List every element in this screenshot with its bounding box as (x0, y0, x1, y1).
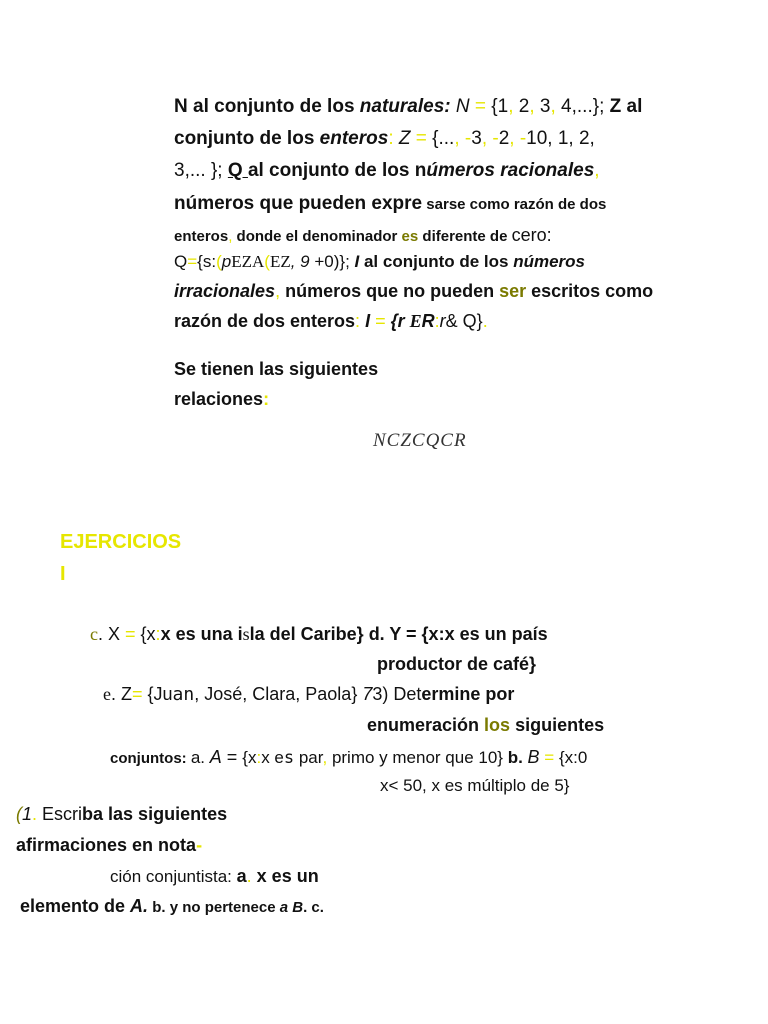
question-1-line-3 (110, 866, 319, 887)
text-run: & (445, 311, 458, 331)
text-run: enteros (319, 128, 389, 149)
text-run: b. y no pertenece (148, 899, 280, 916)
text-run: 3) Det (372, 684, 422, 704)
text-run: , (228, 228, 233, 245)
text-run: Q} (457, 311, 483, 331)
text-run: - (514, 128, 527, 149)
text-run: enumeración (367, 715, 485, 735)
text-run: al conjunto de los n (247, 160, 427, 181)
text-run: 3 (534, 96, 551, 117)
relations-formula (373, 430, 467, 452)
text-run: . (482, 311, 488, 331)
text-run: +0)}; (314, 252, 350, 271)
text-run: a. (190, 748, 210, 767)
text-run: NCZCQCR (373, 430, 467, 451)
text-run: razón de dos enteros (174, 311, 356, 331)
text-run: números (513, 252, 586, 271)
text-run: { (385, 311, 398, 331)
text-run: E (409, 311, 422, 331)
text-run: A. (130, 896, 149, 916)
definition-line-7 (174, 281, 653, 302)
text-run: los (484, 715, 511, 735)
text-run: {x (242, 748, 257, 767)
exercise-d-cont (377, 654, 536, 675)
text-run: I (360, 311, 376, 331)
text-run: 1 (22, 804, 33, 824)
text-run: x< 50, x es múltiplo de 5} (380, 776, 570, 795)
text-run: , (550, 96, 556, 117)
text-run: Q (174, 252, 188, 271)
text-run: {x (135, 624, 156, 644)
text-run: , (529, 96, 535, 117)
definition-line-6 (174, 252, 585, 272)
relations-intro (174, 359, 378, 380)
text-run: 7 (362, 684, 373, 704)
text-run: , (594, 160, 600, 181)
text-run: al conjunto de los (359, 252, 514, 271)
text-run: N (450, 96, 475, 117)
text-run: , (508, 96, 514, 117)
text-run: . (246, 866, 252, 886)
exercise-c (90, 624, 548, 645)
text-run: x e (261, 748, 284, 767)
text-run: : (263, 389, 270, 409)
text-run: ( (16, 804, 22, 824)
text-run: s (283, 748, 295, 768)
text-run: 10, 1, 2, (526, 128, 595, 149)
text-run: elemento de (20, 896, 131, 916)
text-run: , (509, 128, 515, 149)
text-run: : (388, 128, 394, 149)
text-run: - (196, 835, 203, 855)
text-run: {1 (486, 96, 509, 117)
text-run: - (459, 128, 472, 149)
text-run: conjuntos: (110, 750, 191, 767)
text-run: {Ju (142, 684, 173, 704)
text-run: . Z (111, 684, 132, 704)
text-run: Se tienen las siguientes (174, 359, 379, 379)
text-run: s (242, 624, 250, 644)
text-run: irracionales (174, 281, 276, 301)
text-run: , (275, 281, 281, 301)
question-1-line-2 (16, 835, 202, 856)
text-run: A (209, 747, 222, 767)
exercise-conjuntos (110, 747, 587, 768)
text-run: Escri (37, 804, 83, 824)
text-run: an (172, 684, 195, 705)
text-run: úmeros racionales (426, 160, 595, 181)
text-run: : (256, 748, 262, 767)
text-run: Z (393, 128, 416, 149)
text-run: relaciones (174, 389, 264, 409)
text-run: EZA (231, 252, 265, 271)
text-run: números que pueden expre (174, 193, 423, 214)
definition-line-3 (174, 160, 600, 182)
text-run: R (421, 311, 435, 331)
definition-line-1 (174, 96, 642, 118)
text-run: , (454, 128, 460, 149)
text-run: 4,...}; (555, 96, 610, 117)
text-run: p (221, 252, 232, 271)
text-run: d. Y = {x:x es un país (368, 624, 548, 644)
text-run: = (375, 311, 386, 331)
definition-line-4 (174, 193, 606, 215)
text-run: : (355, 311, 361, 331)
text-run: = (125, 624, 136, 644)
text-run: donde el denominador (232, 228, 402, 245)
exercises-subheading (60, 563, 66, 586)
text-run: ( (264, 252, 270, 271)
text-run: a B (279, 899, 304, 916)
text-run: = (132, 684, 143, 704)
text-run: sarse como razón de dos (422, 196, 607, 213)
text-run: ser (499, 281, 527, 301)
text-run: ermine por (421, 684, 515, 704)
text-run: afirmaciones en nota (16, 835, 197, 855)
text-run: par (294, 748, 323, 767)
definition-line-2 (174, 128, 595, 150)
text-run: Q (227, 160, 248, 181)
question-1-line-4 (20, 896, 324, 917)
text-run: cero: (511, 225, 552, 245)
text-run: conjunto de los (174, 128, 320, 149)
text-run: I (349, 252, 360, 271)
text-run: primo y menor que 10} (327, 748, 508, 767)
text-run: {... (426, 128, 455, 149)
text-run: EZ (269, 252, 291, 271)
exercises-heading (60, 531, 181, 554)
text-run: 3 (471, 128, 482, 149)
text-run: : (155, 624, 161, 644)
definition-line-5 (174, 225, 552, 246)
text-run: productor de café} (377, 654, 537, 674)
text-run: . c. (303, 899, 324, 916)
text-run: B (527, 747, 540, 767)
text-run: r (439, 311, 446, 331)
text-run: e (103, 684, 111, 704)
text-run: , José, Clara, Paola} (194, 684, 363, 704)
text-run: {x:0 (554, 748, 588, 767)
text-run: , (322, 748, 328, 767)
text-run: 2 (513, 96, 530, 117)
text-run: N al conjunto de los (174, 96, 360, 117)
text-run: = (187, 252, 198, 271)
exercise-3-cont (367, 715, 604, 736)
text-run: - (487, 128, 499, 149)
text-run: ba las siguientes (82, 804, 228, 824)
text-run: naturales: (359, 96, 451, 117)
text-run: = (221, 747, 243, 767)
text-run: = (474, 96, 486, 117)
text-run: r (397, 311, 410, 331)
definition-line-8 (174, 311, 488, 332)
text-run: . X (98, 624, 126, 644)
text-run: 2 (498, 128, 510, 149)
text-run: . (32, 804, 38, 824)
relations-label (174, 389, 269, 410)
text-run: = (544, 748, 555, 767)
text-run: Z al (609, 96, 643, 117)
text-run: x es un (251, 866, 319, 886)
text-run: {s: (197, 252, 217, 271)
text-run: I (60, 563, 66, 585)
text-run: siguientes (510, 715, 605, 735)
text-run: ción conjuntista: (110, 867, 237, 886)
text-run: enteros (174, 228, 229, 245)
text-run: = (415, 128, 427, 149)
text-run: , (481, 128, 488, 149)
exercise-e (103, 684, 514, 705)
text-run: ( (216, 252, 222, 271)
text-run: b. (507, 748, 528, 767)
text-run: diferente de (418, 228, 512, 245)
text-run: EJERCICIOS (60, 531, 182, 553)
text-run: x es una i (160, 624, 243, 644)
text-run: escritos como (526, 281, 654, 301)
exercise-b-cont (380, 776, 569, 796)
text-run: 3,... }; (174, 160, 228, 181)
text-run: números que no pueden (280, 281, 500, 301)
text-run: la del Caribe} (249, 624, 369, 644)
text-run: : (434, 311, 440, 331)
text-run: c (90, 624, 98, 644)
text-run: es (401, 228, 419, 245)
text-run: a (236, 866, 247, 886)
text-run: , 9 (290, 252, 315, 271)
question-1-line-1 (16, 804, 227, 825)
